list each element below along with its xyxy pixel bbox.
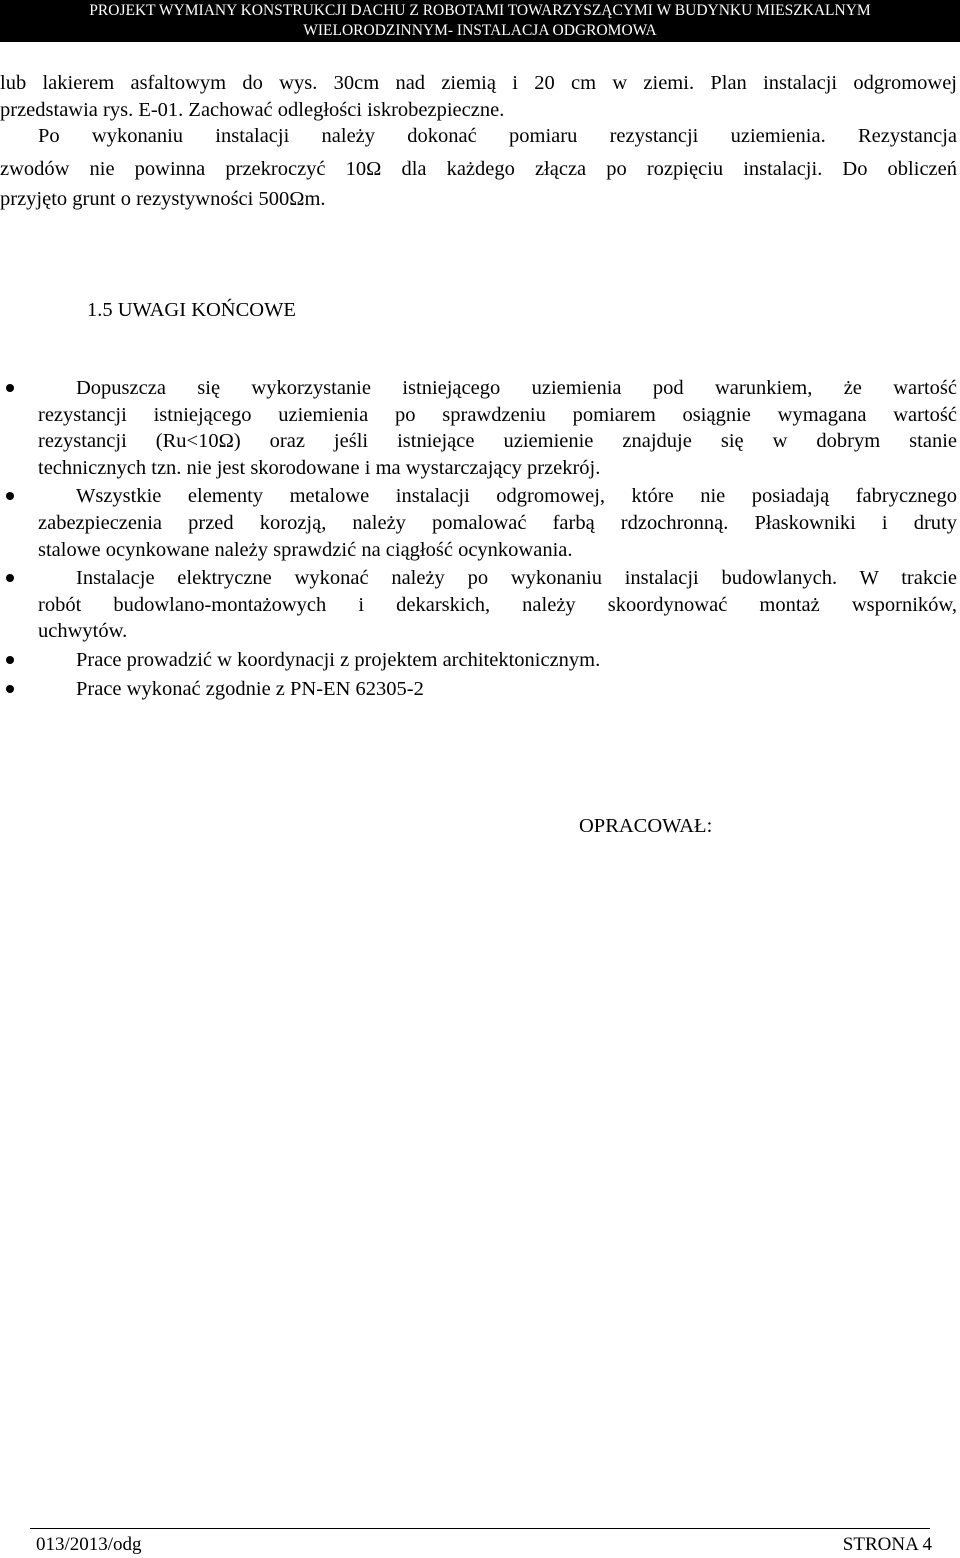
text-line: stalowe ocynkowane należy sprawdzić na ciągłość ocynkowania.	[38, 538, 573, 561]
text-line: zabezpieczenia przed korozją, należy pomalować farbą rdzochronną. Płaskowniki i druty	[38, 511, 957, 534]
intro-paragraph-2-end	[0, 186, 957, 213]
text-line: robót budowlano-montażowych i dekarskich, należy skoordynować montaż wsporników,	[38, 593, 957, 616]
text-line: Prace wykonać zgodnie z PN-EN 62305-2	[76, 677, 424, 700]
bullet-icon	[6, 492, 14, 500]
header-title-line-1: PROJEKT WYMIANY KONSTRUKCJI DACHU Z ROBOTAMI TOWARZYSZĄCYMI W BUDYNKU MIESZKALNYM	[89, 2, 871, 19]
signature-label: OPRACOWAŁ:	[579, 815, 713, 837]
text-line: Instalacje elektryczne wykonać należy po wykonaniu instalacji budowlanych. W trakcie	[76, 567, 957, 590]
bullet-icon	[6, 384, 14, 392]
text-line: przyjęto grunt o rezystywności 500Ωm.	[0, 188, 326, 210]
text-line: zwodów nie powinna przekroczyć 10Ω dla każdego złącza po rozpięciu instalacji. Do obliczeń	[0, 158, 957, 180]
text-line: technicznych tzn. nie jest skorodowane i ma wystarczający przekrój.	[38, 456, 601, 479]
intro-paragraph-2	[38, 123, 957, 150]
list-item	[0, 565, 957, 645]
text-line: Wszystkie elementy metalowe instalacji odgromowej, które nie posiadają fabrycznego	[76, 485, 957, 508]
bullet-icon	[6, 574, 14, 582]
text-line: Dopuszcza się wykorzystanie istniejącego uziemienia pod warunkiem, że wartość	[76, 377, 957, 399]
list-item	[0, 483, 957, 563]
text-line: Prace prowadzić w koordynacji z projektem architektonicznym.	[76, 648, 601, 671]
list-item	[0, 647, 957, 674]
text-line: lub lakierem asfaltowym do wys. 30cm nad ziemią i 20 cm w ziemi. Plan instalacji odgromowej	[0, 72, 957, 94]
list-item	[0, 676, 957, 703]
remarks-list	[0, 375, 957, 702]
intro-paragraph-2-line-2	[0, 156, 957, 183]
document-number: 013/2013/odg	[36, 1534, 142, 1555]
intro-paragraph-1	[0, 70, 957, 97]
text-line: Po wykonaniu instalacji należy dokonać pomiaru rezystancji uziemienia. Rezystancja	[38, 125, 957, 147]
section-heading: 1.5 UWAGI KOŃCOWE	[87, 299, 296, 321]
bullet-icon	[6, 656, 14, 664]
bullet-icon	[6, 685, 14, 693]
text-line: uchwytów.	[38, 620, 128, 643]
intro-paragraph-1-end	[0, 97, 957, 124]
header-title-line-2: WIELORODZINNYM- INSTALACJA ODGROMOWA	[303, 22, 657, 39]
text-line: rezystancji (Ru<10Ω) oraz jeśli istniejące uziemienie znajduje się w dobrym stanie	[38, 430, 957, 453]
list-item	[0, 375, 957, 481]
footer-divider	[30, 1528, 930, 1529]
text-line: przedstawia rys. E-01. Zachować odległości iskrobezpieczne.	[0, 98, 505, 121]
text-line: rezystancji istniejącego uziemienia po sprawdzeniu pomiarem osiągnie wymagana wartość	[38, 403, 957, 426]
document-header	[0, 0, 960, 42]
page-number: STRONA 4	[842, 1534, 932, 1555]
